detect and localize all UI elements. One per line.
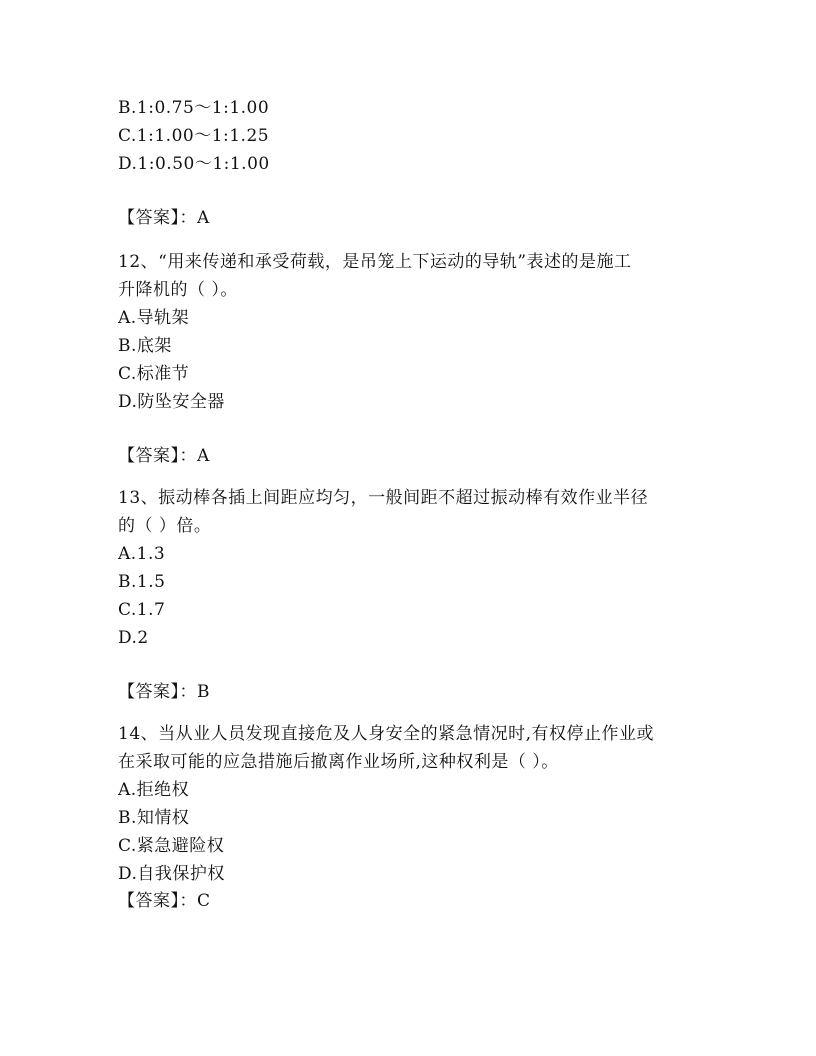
q12-option-c: C.标准节 (118, 364, 190, 384)
q14-option-c: C.紧急避险权 (118, 836, 225, 856)
q11-option-d: D.1:0.50～1:1.00 (118, 154, 270, 174)
q14-stem-line1: 14、当从业人员发现直接危及人身安全的紧急情况时,有权停止作业或 (118, 724, 655, 744)
q14-option-b: B.知情权 (118, 808, 190, 828)
q12-answer: 【答案】：A (118, 446, 210, 466)
q11-answer: 【答案】：A (118, 208, 210, 228)
q14-option-a: A.拒绝权 (118, 780, 190, 800)
q12-stem-line1: 12、“用来传递和承受荷载，是吊笼上下运动的导轨”表述的是施工 (118, 252, 632, 272)
q13-stem-line1: 13、振动棒各插上间距应均匀，一般间距不超过振动棒有效作业半径 (118, 488, 649, 508)
q13-option-a: A.1.3 (118, 544, 166, 564)
q12-option-a: A.导轨架 (118, 308, 190, 328)
q11-option-b: B.1:0.75～1:1.00 (118, 98, 270, 118)
q12-option-b: B.底架 (118, 336, 172, 356)
q14-option-d: D.自我保护权 (118, 864, 225, 884)
q13-option-c: C.1.7 (118, 600, 166, 620)
q13-option-d: D.2 (118, 628, 149, 648)
q14-stem-line2: 在采取可能的应急措施后撤离作业场所,这种权利是（ ）。 (118, 752, 559, 772)
q12-option-d: D.防坠安全器 (118, 392, 225, 412)
q13-stem-line2: 的（ ）倍。 (118, 516, 212, 536)
q12-stem-line2: 升降机的（ ）。 (118, 280, 238, 300)
q13-option-b: B.1.5 (118, 572, 166, 592)
q11-option-c: C.1:1.00～1:1.25 (118, 126, 270, 146)
q14-answer: 【答案】：C (118, 891, 211, 911)
q13-answer: 【答案】：B (118, 682, 210, 702)
